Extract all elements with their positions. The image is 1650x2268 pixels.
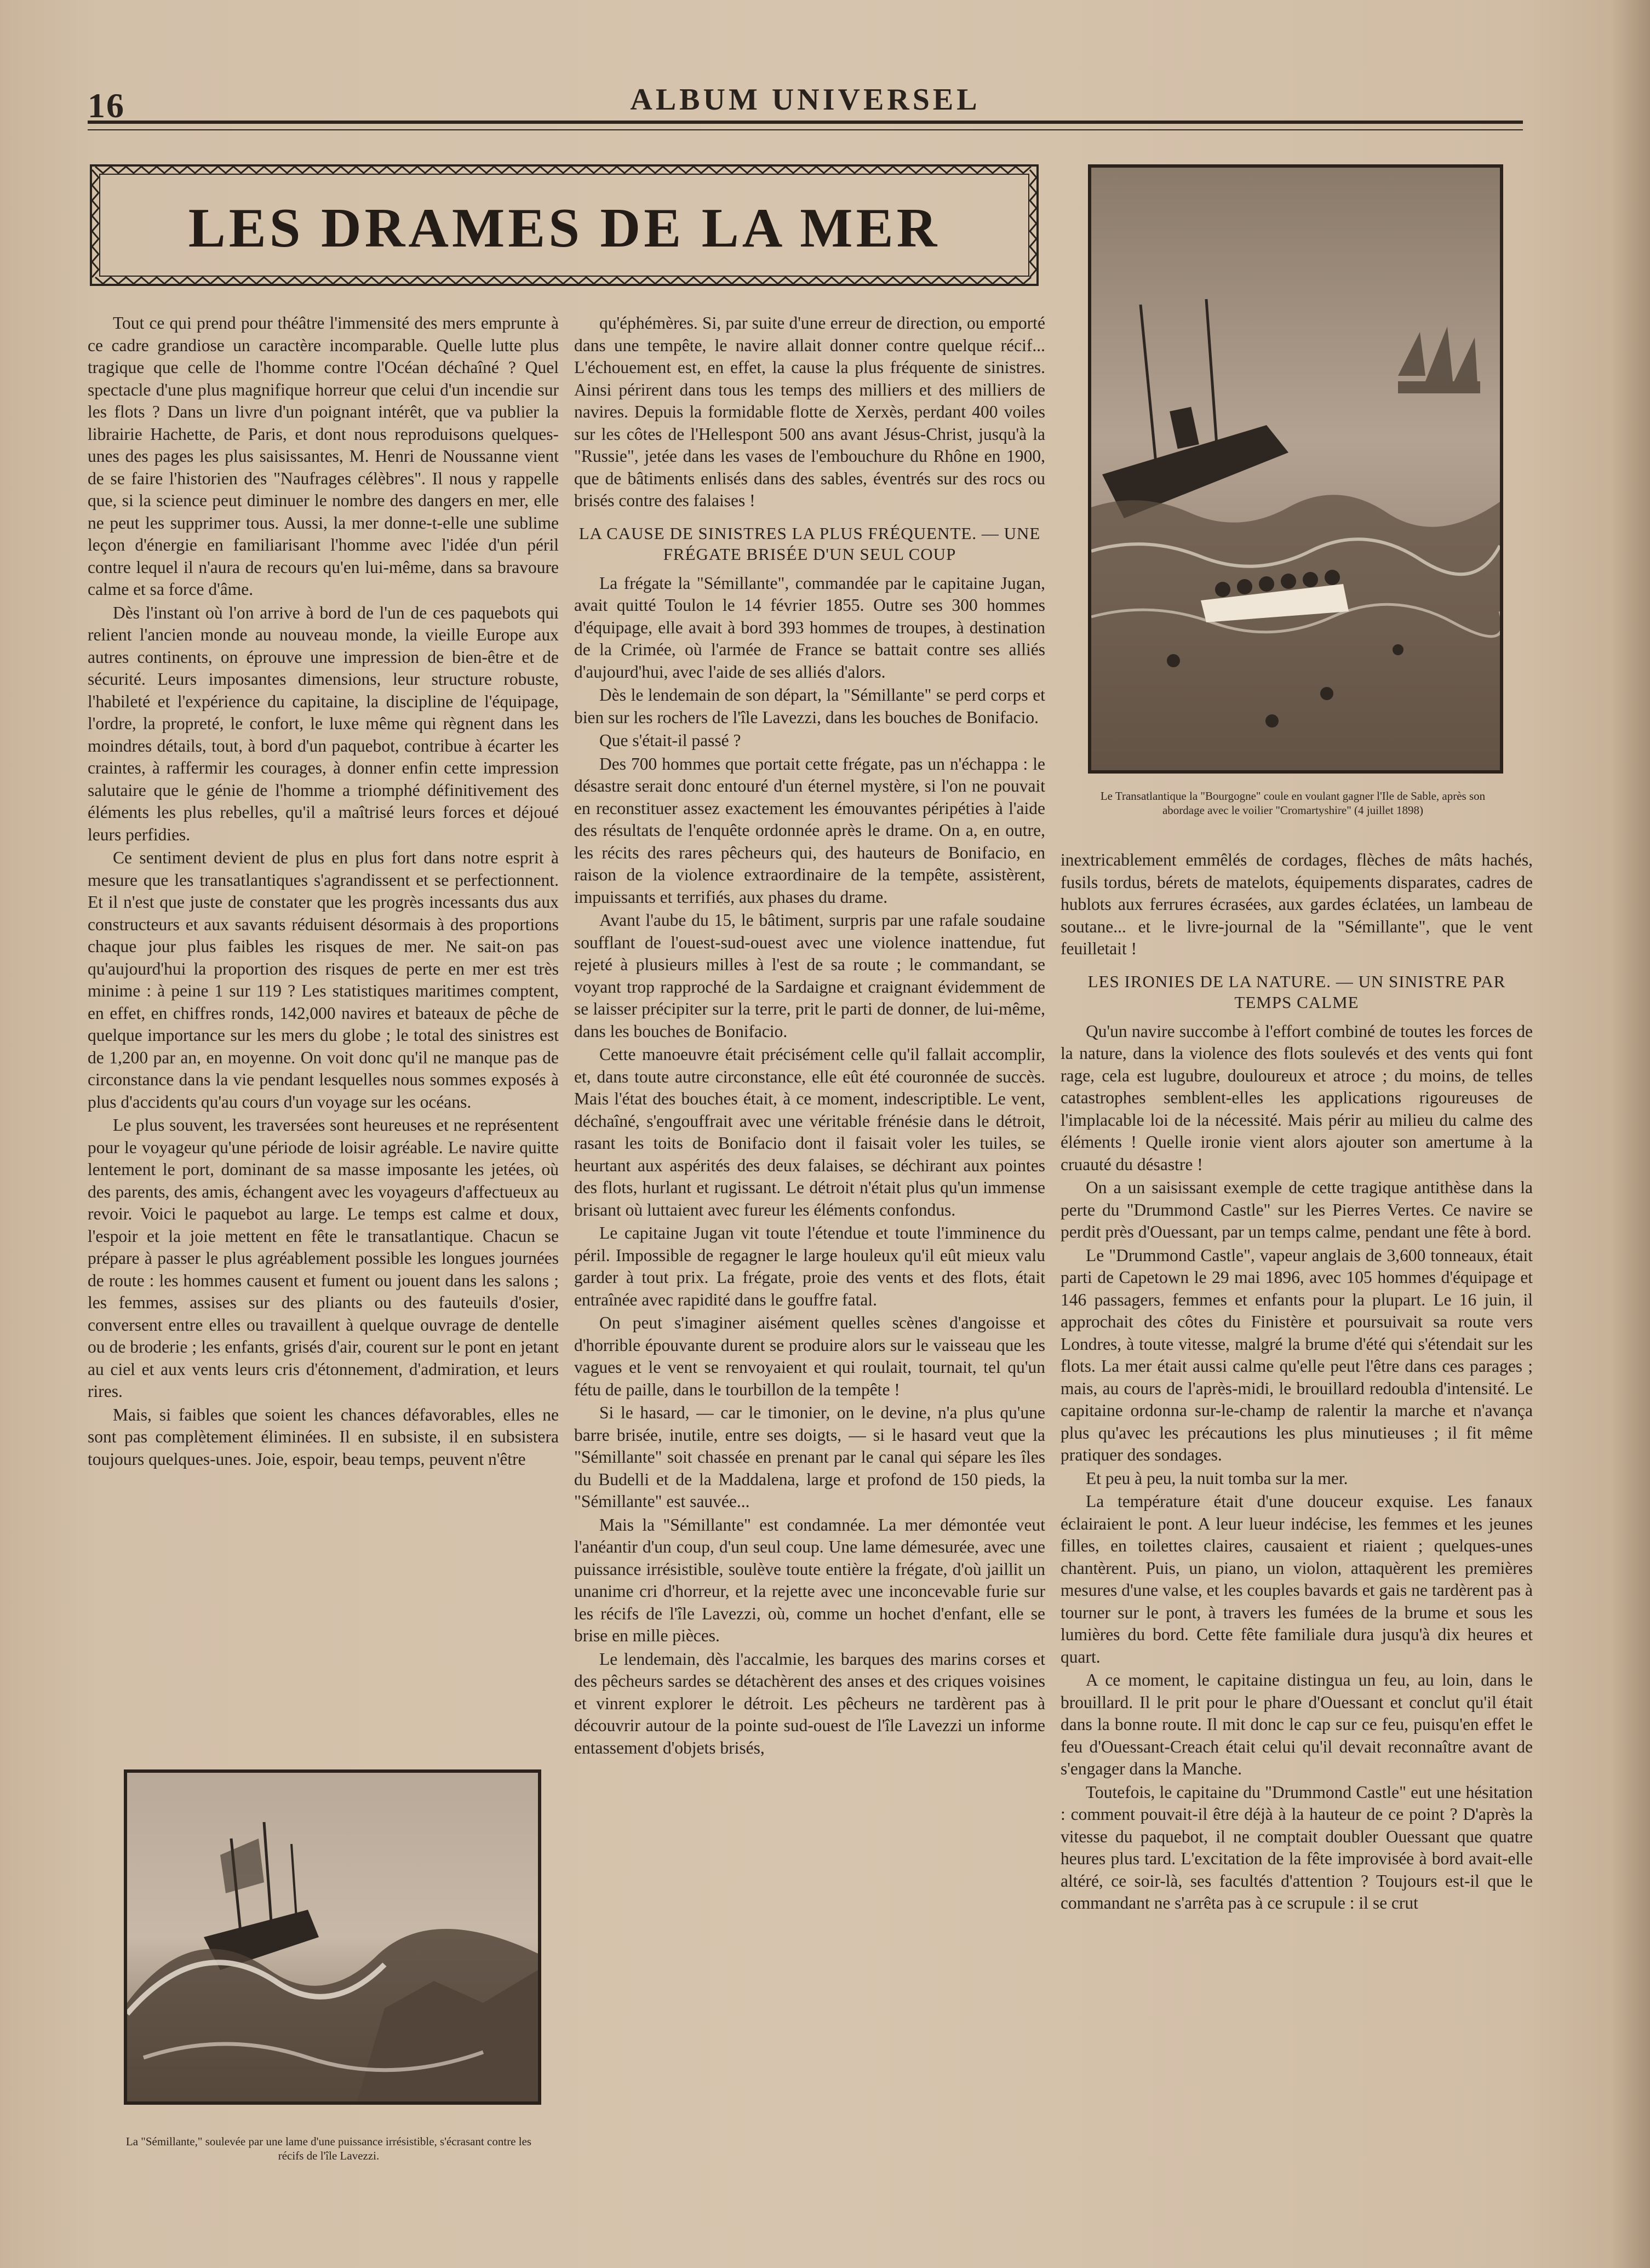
paragraph: Le capitaine Jugan vit toute l'étendue et toute l'imminence du péril. Impossible de regagner le large houleux qu'il eût mieux valu garder à tout prix. La frégate, proie des vents et des flots, était entraînée avec rapidité dans le gouffre fatal. [574,1223,1045,1309]
text-column-2 [574,312,1045,2175]
paragraph: On a un saisissant exemple de cette tragique antithèse dans la perte du "Drummond Castle" sur les Pierres Vertes. Ce navire se perdit près d'Ouessant, par un temps calme, pendant une fête à bord. [1061,1178,1533,1241]
paragraph: Et peu à peu, la nuit tomba sur la mer. [1086,1468,1348,1488]
article-title: LES DRAMES DE LA MER [188,197,941,259]
header-rule-thin [88,129,1523,130]
paragraph: Le plus souvent, les traversées sont heureuses et ne représentent pour le voyageur qu'une période de loisir agréable. Le navire quitte lentement le port, dominant de sa masse imposante les jetées, où des parents, des amis, échangent avec les voyageurs d'affectueux au revoir. Voici le paquebot au large. Le temps est calme et doux, l'espoir et la joie mettent en fête le transatlantique. Chacun se prépare à passer le plus agréablement possible les longues journées de route : les hommes causent et fument ou jouent dans les salons ; les femmes, assises sur des pliants ou des fauteuils d'osier, conversent entre elles ou travaillent à quelque ouvrage de dentelle ou de broderie ; les enfants, grisés d'air, courent sur le pont en jetant au ciel et aux vents leurs cris d'étonnement, d'admiration, et leurs rires. [88,1115,559,1401]
bourgogne-sinking-illustration [1088,164,1503,774]
paragraph: Cette manoeuvre était précisément celle qu'il fallait accomplir, et, dans toute autre circonstance, elle eût été couronnée de succès. Mais l'état des bouches était, à ce moment, indescriptible. Le vent, déchaîné, s'engouffrait avec une véritable frénésie dans le détroit, rasant les toits de Bonifacio dont il faisait voler les tuiles, se heurtant aux aspérités des deux falaises, se déchirant aux pointes des flots, hurlant et rugissant. Le détroit n'était plus qu'un immense brisant où luttaient avec fureur les éléments confondus. [574,1045,1045,1219]
section-heading: LA CAUSE DE SINISTRES LA PLUS FRÉQUENTE. — UNE FRÉGATE BRISÉE D'UN SEUL COUP [578,523,1041,564]
paragraph: Ce sentiment devient de plus en plus fort dans notre esprit à mesure que les transatlantiques s'agrandissent et se perfectionnent. Et il n'est que juste de constater que les progrès incessants dus aux constructeurs et aux savants réduisent désormais à des proportions chaque jour plus faibles les risques de mer. Ne sait-on pas qu'aujourd'hui la proportion des risques de perte en mer est très minime : à peine 1 sur 119 ? Les statistiques maritimes comptent, en effet, en chiffres ronds, 142,000 navires et bateaux de pêche de quelque importance sur les mers du globe ; le total des sinistres est de 1,200 par an, en moyenne. On voit donc qu'il ne manque pas de circonstance dans la vie pendant lesquelles nous sommes exposés à plus d'accidents qu'au cours d'un voyage sur les océans. [88,848,559,1112]
semillante-caption: La "Sémillante," soulevée par une lame d'une puissance irrésistible, s'écrasant contre les récifs de l'île Lavezzi. [125,2135,532,2162]
paragraph: Mais, si faibles que soient les chances défavorables, elles ne sont pas complètement éliminées. Il en subsiste, il en subsistera toujours quelques-unes. Joie, espoir, beau temps, peuvent n'être [88,1405,559,1469]
paragraph: Dès l'instant où l'on arrive à bord de l'un de ces paquebots qui relient l'ancien monde au nouveau monde, la vieille Europe aux autres continents, on éprouve une impression de bien-être et de sécurité. Leurs imposantes dimensions, leur structure robuste, l'habileté et l'expérience du capitaine, la discipline de l'équipage, l'ordre, la propreté, le confort, le luxe même qui règnent dans les moindres détails, tout, à bord d'un paquebot, contribue à écarter les craintes, à raffermir les courages, à donner enfin cette impression salutaire que le génie de l'homme a triomphé définitivement des éléments les plus rebelles, qu'il a maîtrisé leurs forces et déjoué leurs perfidies. [88,603,559,844]
article-title-frame [88,162,1041,288]
page-header [88,82,1523,126]
text-column-3 [1061,849,1533,2202]
paragraph: La température était d'une douceur exquise. Les fanaux éclairaient le pont. A leur lueur indécise, les femmes et les jeunes filles, en toilettes claires, causaient et riaient ; quelques-unes chantèrent. Puis, un piano, un violon, attaquèrent les premières mesures d'une valse, et les couples bavards et gais ne tardèrent pas à tourner sur le pont, à travers les fumées de la brume et sous les lumières du bord. Cette fête familiale dura jusqu'à dix heures et quart. [1061,1492,1533,1666]
paragraph: Toutefois, le capitaine du "Drummond Castle" eut une hésitation : comment pouvait-il être déjà à la hauteur de ce point ? D'après la vitesse du paquebot, il ne comptait doubler Ouessant que quatre heures plus tard. L'excitation de la fête improvisée à bord avait-elle altéré, ce soir-là, ses facultés d'attention ? Toujours est-il que le commandant ne s'arrêta pas à ce scrupule : il se crut [1061,1782,1533,1912]
paragraph: Avant l'aube du 15, le bâtiment, surpris par une rafale soudaine soufflant de l'ouest-sud-ouest avec une violence inattendue, fut rejeté à plusieurs milles à l'est de sa route ; le commandant, se voyant trop rapproché de la Sardaigne et craignant évidemment de se laisser précipiter sur la terre, prit le parti de donner, de lui-même, dans les bouches de Bonifacio. [574,910,1045,1041]
semillante-wreck-illustration [124,1769,541,2105]
section-heading: LES IRONIES DE LA NATURE. — UN SINISTRE PAR TEMPS CALME [1087,971,1506,1012]
text-column-1 [88,312,559,1737]
paragraph: Le "Drummond Castle", vapeur anglais de 3,600 tonneaux, était parti de Capetown le 29 mai 1896, avec 105 hommes d'équipage et 146 passagers, femmes et enfants pour la plupart. Le 16 juin, il approchait des côtes du Finistère et poursuivait sa route vers Londres, à toute vitesse, malgré la brume d'été qui s'étendait sur les flots. La mer était aussi calme qu'elle peut l'être dans ces parages ; mais, au cours de l'après-midi, le brouillard redoubla d'intensité. Le capitaine ordonna sur-le-champ de ralentir la marche et n'avança plus qu'avec les précautions les plus minutieuses ; il fit même pratiquer des sondages. [1061,1245,1533,1464]
paragraph: Que s'était-il passé ? [599,731,741,750]
page-number: 16 [88,86,125,125]
paragraph: Mais la "Sémillante" est condamnée. La mer démontée veut l'anéantir d'un coup, d'un seul coup. Une lame démesurée, avec une puissance irrésistible, soulève toute entière la frégate, d'où jaillit un unanime cri d'horreur, et la rejette avec une inconcevable furie sur les récifs de l'île Lavezzi, où, comme un hochet d'enfant, elle se brise en mille pièces. [574,1515,1045,1645]
paragraph: inextricablement emmêlés de cordages, flèches de mâts hachés, fusils tordus, bérets de matelots, équipements disparates, cadres de hublots aux ferrures écrasées, aux gardes éclatées, un lambeau de soutane... et le livre-journal de la "Sémillante", que le vent feuilletait ! [1061,850,1533,958]
paragraph: Des 700 hommes que portait cette frégate, pas un n'échappa : le désastre serait donc entouré d'un éternel mystère, si l'on ne pouvait en reconstituer assez exactement les émouvantes péripéties à l'aide des résultats de l'enquête ordonnée après le drame. On a, en outre, les récits des rares pêcheurs qui, des hauteurs de Bonifacio, en raison de la violence extraordinaire de la tempête, assistèrent, impuissants et terrifiés, aux phases du drame. [574,754,1045,907]
header-rule [88,121,1523,124]
page-edge-shadow [1612,0,1650,2268]
bourgogne-caption: Le Transatlantique la "Bourgogne" coule en voulant gagner l'Ile de Sable, après son abordage avec le voilier "Cromartyshire" (4 juillet 1898) [1100,789,1486,817]
paragraph: Tout ce qui prend pour théâtre l'immensité des mers emprunte à ce cadre grandiose un caractère incomparable. Quelle lutte plus tragique que celle de l'homme contre l'Océan déchaîné ? Quel spectacle d'une plus magnifique horreur que celui d'un incendie sur les flots ? Dans un livre d'un poignant intérêt, que va publier la librairie Hachette, de Paris, et dont nous reproduisons quelques-unes des pages les plus saisissantes, M. Henri de Noussanne vient de se faire l'historien des "Naufrages célèbres". Il nous y rappelle que, si la science peut diminuer le nombre des dangers en mer, elle ne peut les supprimer tous. Aussi, la mer donne-t-elle une sublime leçon d'énergie en familiarisant l'homme avec l'idée d'un péril contre lequel il n'aura de recours qu'en lui-même, dans sa bravoure calme et sa force d'âme. [88,313,559,599]
paragraph: A ce moment, le capitaine distingua un feu, au loin, dans le brouillard. Il le prit pour le phare d'Ouessant et conclut qu'il était dans la bonne route. Il mit donc le cap sur ce feu, puisqu'en effet le feu d'Ouessant-Creach était celui qu'il devait reconnaître avant de s'engager dans la Manche. [1061,1670,1533,1778]
paragraph: Dès le lendemain de son départ, la "Sémillante" se perd corps et bien sur les rochers de l'île Lavezzi, dans les bouches de Bonifacio. [574,685,1045,727]
paragraph: Le lendemain, dès l'accalmie, les barques des marins corses et des pêcheurs sardes se détachèrent des anses et des criques voisines et vinrent explorer le détroit. Les pêcheurs ne tardèrent pas à découvrir autour de la pointe sud-ouest de l'île Lavezzi un informe entassement d'objets brisés, [574,1649,1045,1757]
paragraph: qu'éphémères. Si, par suite d'une erreur de direction, ou emporté dans une tempête, le navire allait donner contre quelque récif... L'échouement est, en effet, la cause la plus fréquente de sinistres. Ainsi périrent dans tous les temps des milliers et des milliers de navires. Depuis la formidable flotte de Xerxès, perdant 400 voiles sur les côtes de l'Hellespont 500 ans avant Jésus-Christ, jusqu'à la "Russie", jetée dans les vases de l'embouchure du Rhône en 1900, que de bâtiments enlisés dans des sables, éventrés sur des rocs ou brisés contre des falaises ! [574,313,1045,510]
paragraph: La frégate la "Sémillante", commandée par le capitaine Jugan, avait quitté Toulon le 14 février 1855. Outre ses 300 hommes d'équipage, elle avait à bord 393 hommes de troupes, à destination de la Crimée, où l'armée de France se battait contre ses alliés d'aujourd'hui, avec l'aide de ses alliés d'alors. [574,573,1045,681]
paragraph: Si le hasard, — car le timonier, on le devine, n'a plus qu'une barre brisée, inutile, entre ses doigts, — si le hasard veut que la "Sémillante" soit chassée en prenant par le canal qui sépare les îles du Budelli et de la Maddalena, large et profond de 150 pieds, la "Sémillante" est sauvée... [574,1403,1045,1511]
publication-title: ALBUM UNIVERSEL [630,83,981,117]
paragraph: On peut s'imaginer aisément quelles scènes d'angoisse et d'horrible épouvante durent se produire alors sur le vaisseau que les vagues et le vent se renvoyaient et qui roulait, tournait, tel qu'un fétu de paille, dans le tourbillon de la tempête ! [574,1313,1045,1399]
paragraph: Qu'un navire succombe à l'effort combiné de toutes les forces de la nature, dans la violence des flots soulevés et des vents qui font rage, cela est lugubre, douloureux et atroce ; du moins, de telles catastrophes semblent-elles les applications rigoureuses de l'implacable loi de la nécessité. Mais périr au milieu du calme des éléments ! Quelle ironie vient alors ajouter son amertume à la cruauté du désastre ! [1061,1021,1533,1174]
